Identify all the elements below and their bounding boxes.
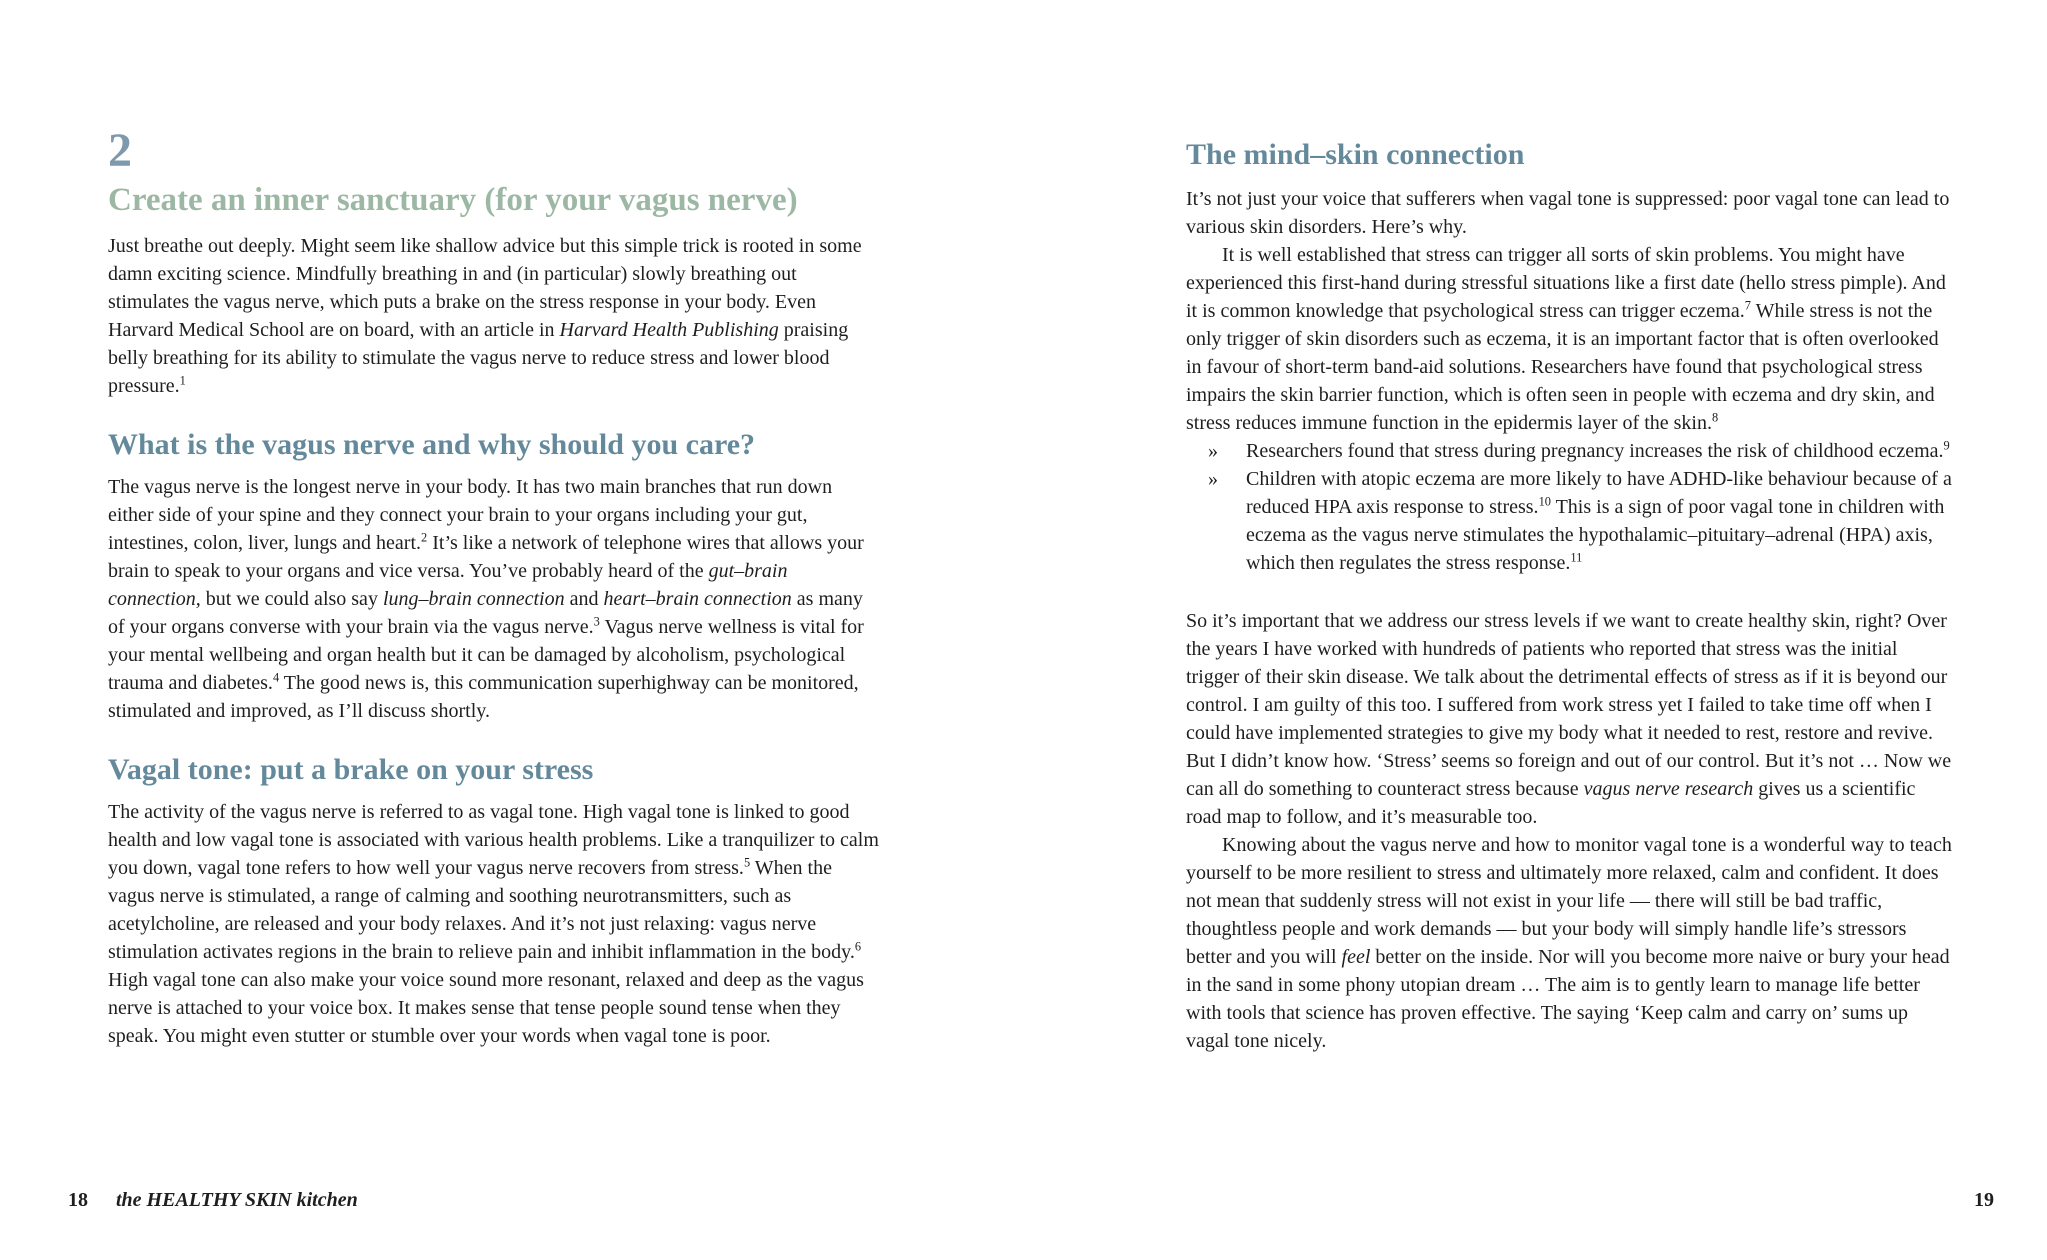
page-number-left: 18: [68, 1189, 88, 1211]
chapter-number: 2: [108, 124, 132, 177]
bullet-text-pregnancy-stress: Researchers found that stress during pregnancy increases the risk of childhood eczema.$^9$: [1246, 438, 1950, 462]
section-heading-mind-skin-connection: The mind–skin connection: [1186, 138, 1525, 171]
page-number-right: 19: [1974, 1189, 1994, 1211]
bullet-marker: »: [1208, 468, 1218, 490]
left-page-footer: [68, 1188, 358, 1212]
paragraph-address-stress: So it’s important that we address our stress levels if we want to create healthy skin, right? Over the years I have worked with hundreds of patients who reported that stress was the initial trigger of their skin disease. We talk about the detrimental effects of stress as if it is beyond our control. I am guilty of this too. I suffered from work stress yet I failed to take time off when I could have implemented strategies to give my body what it needed to rest, restore and revive. But I didn’t know how. ‘Stress’ seems so foreign and out of our control. But it’s not … Now we can all do something to counteract stress because vagus nerve research gives us a scientific road map to follow, and it’s measurable too.: [1186, 610, 1952, 828]
paragraph-stress-triggers: It is well established that stress can trigger all sorts of skin problems. You might have experienced this first-hand during stressful situations like a first date (hello stress pimple). And it is common knowledge that psychological stress can trigger eczema.$^7$ While stress is not the only trigger of skin disorders such as eczema, it is an important factor that is often overlooked in favour of short-term band-aid solutions. Researchers have found that psychological stress impairs the skin barrier function, which is often seen in people with eczema and dry skin, and stress reduces immune function in the epidermis layer of the skin.$^8$: [1186, 244, 1946, 434]
chapter-title: Create an inner sanctuary (for your vagus nerve): [108, 182, 798, 218]
bullet-marker: »: [1208, 440, 1218, 462]
paragraph-vagal-tone-skin: It’s not just your voice that sufferers when vagal tone is suppressed: poor vagal tone can lead to various skin disorders. Here’s why.: [1186, 188, 1950, 238]
list-item: [1186, 437, 1954, 465]
list-item: [1186, 465, 1954, 577]
bullet-text-atopic-eczema: Children with atopic eczema are more likely to have ADHD-like behaviour because of a reduced HPA axis response to stress.$^{10}$ This is a sign of poor vagal tone in children with eczema as the vagus nerve stimulates the hypothalamic–pituitary–adrenal (HPA) axis, which then regulates the stress response.$^{11}$: [1246, 468, 1952, 574]
section-heading-vagal-tone: Vagal tone: put a brake on your stress: [108, 753, 594, 786]
section-heading-what-is-vagus-nerve: What is the vagus nerve and why should you care?: [108, 428, 756, 461]
research-bullet-list: [1186, 437, 1954, 577]
section-paragraph-vagus-nerve: The vagus nerve is the longest nerve in your body. It has two main branches that run down either side of your spine and they connect your brain to your organs including your gut, intestines, colon, liver, lungs and heart.$^2$ It’s like a network of telephone wires that allows your brain to speak to your organs and vice versa. You’ve probably heard of the gut–brain connection, but we could also say lung–brain connection and heart–brain connection as many of your organs converse with your brain via the vagus nerve.$^3$ Vagus nerve wellness is vital for your mental wellbeing and organ health but it can be damaged by alcoholism, psychological trauma and diabetes.$^4$ The good news is, this communication superhighway can be monitored, stimulated and improved, as I’ll discuss shortly.: [108, 476, 864, 722]
intro-paragraph: Just breathe out deeply. Might seem like shallow advice but this simple trick is rooted in some damn exciting science. Mindfully breathing in and (in particular) slowly breathing out stimulates the vagus nerve, which puts a brake on the stress response in your body. Even Harvard Medical School are on board, with an article in Harvard Health Publishing praising belly breathing for its ability to stimulate the vagus nerve to reduce stress and lower blood pressure.$^1$: [108, 235, 862, 397]
right-page-footer: [1974, 1188, 1994, 1212]
right-page: [1186, 136, 1954, 1055]
left-page: [108, 126, 880, 1050]
section-paragraph-vagal-tone: The activity of the vagus nerve is referred to as vagal tone. High vagal tone is linked to good health and low vagal tone is associated with various health problems. Like a tranquilizer to calm you down, vagal tone refers to how well your vagus nerve recovers from stress.$^5$ When the vagus nerve is stimulated, a range of calming and soothing neurotransmitters, such as acetylcholine, are released and your body relaxes. And it’s not just relaxing: vagus nerve stimulation activates regions in the brain to relieve pain and inhibit inflammation in the body.$^6$ High vagal tone can also make your voice sound more resonant, relaxed and deep as the vagus nerve is attached to your voice box. It makes sense that tense people sound tense when they speak. You might even stutter or stumble over your words when vagal tone is poor.: [108, 801, 879, 1047]
paragraph-knowing-vagus-nerve: Knowing about the vagus nerve and how to monitor vagal tone is a wonderful way to teach yourself to be more resilient to stress and ultimately more relaxed, calm and confident. It does not mean that suddenly stress will not exist in your life — there will still be bad traffic, thoughtless people and work demands — but your body will simply handle life’s stressors better and you will feel better on the inside. Nor will you become more naive or bury your head in the sand in some phony utopian dream … The aim is to gently learn to manage life better with tools that science has proven effective. The saying ‘Keep calm and carry on’ sums up vagal tone nicely.: [1186, 834, 1952, 1052]
book-title: the HEALTHY SKIN kitchen: [116, 1189, 358, 1211]
